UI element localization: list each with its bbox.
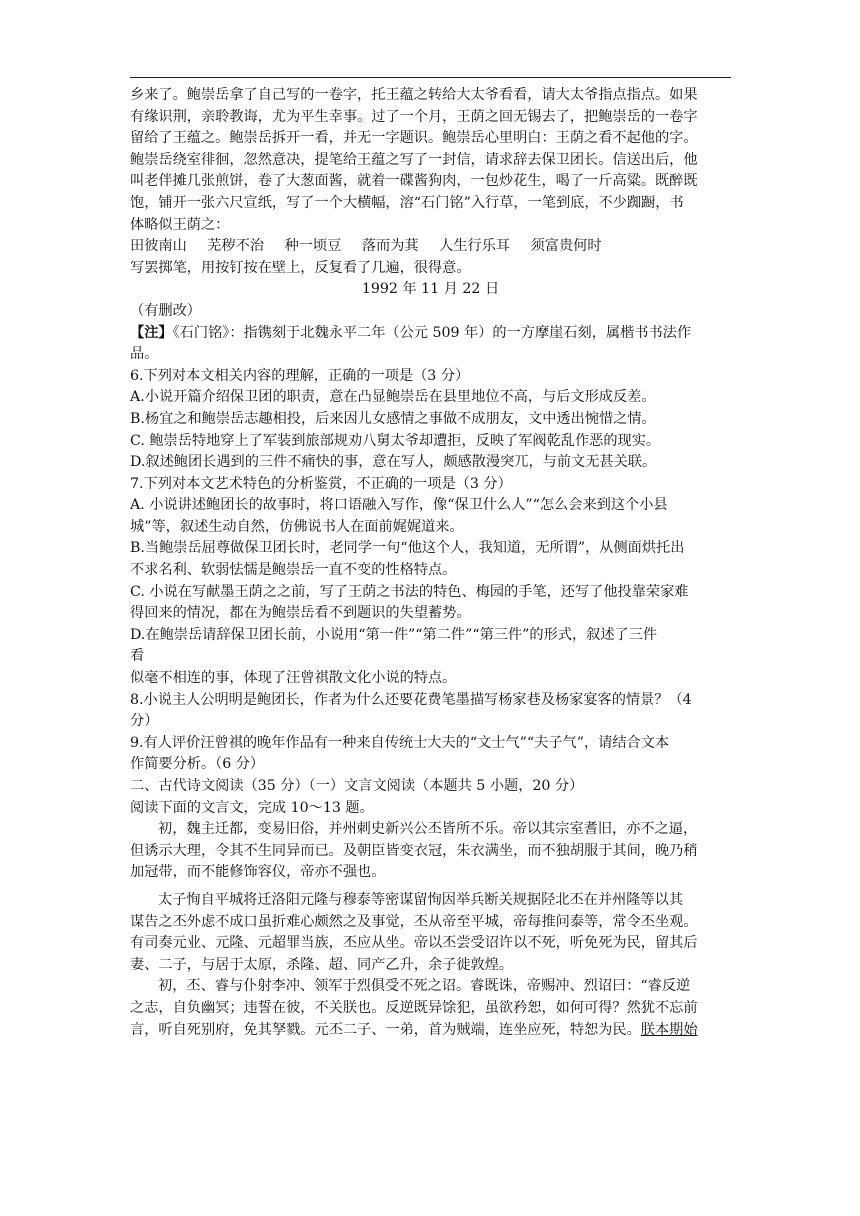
question-stem-cont: 分） [130, 713, 159, 730]
footnote [130, 323, 731, 345]
option-c-cont: 得回来的情况，都在为鲍崇岳看不到题识的失望蓄势。 [130, 605, 471, 622]
option-b-cont: 不求名利、软弱怯懦是鲍崇岳一直不变的性格特点。 [130, 562, 457, 579]
classical-line: 但诱示大理，令其不生同异而已。及朝臣皆变衣冠，朱衣满坐，而不独胡服于其间，晚乃稍 [130, 842, 698, 859]
classical-line: 谋告之丕外虑不成口虽折难心颇然之及事觉，丕从帝至平城，帝每推问泰等，常令丕坐观。 [130, 913, 698, 930]
passage-line: 有缘识荆，亲聆教诲，尤为平生幸事。过了一个月，王荫之回无锡去了，把鲍崇岳的一卷字 [130, 108, 698, 125]
poem-phrase: 田彼南山 [130, 238, 187, 255]
classical-line: 初，丕、睿与仆射李冲、领军于烈俱受不死之诏。睿既诛，帝赐冲、烈诏曰：“睿反逆 [158, 978, 691, 995]
poem-phrase: 芜秽不治 [207, 238, 265, 255]
poem-phrase: 种一顷豆 [284, 238, 342, 255]
option-b: B.杨宜之和鲍崇岳志趣相投，后来因儿女感情之事做不成朋友，文中透出惋惜之情。 [130, 410, 656, 427]
passage-line: 鲍崇岳绕室徘徊，忽然意决，提笔给王蕴之写了一封信，请求辞去保卫团长。信送出后，他 [130, 151, 698, 168]
classical-line: 之志，自负幽冥；违誓在彼，不关朕也。反逆既异馀犯，虽欲矜恕，如何可得？然犹不忘前 [130, 999, 698, 1016]
underlined-text: 朕本期始 [640, 1021, 698, 1038]
poem-line [130, 236, 731, 258]
question-9 [130, 733, 731, 776]
option-a: A.小说开篇介绍保卫团的职责，意在凸显鲍崇岳在县里地位不高，与后文形成反差。 [130, 389, 656, 406]
option-a: A. 小说讲述鲍团长的故事时，将口语融入写作，像“保卫什么人”“怎么会来到这个小县 [130, 497, 668, 514]
classical-line: 有司奏元业、元隆、元超罪当族，丕应从坐。帝以丕尝受诏许以不死，听免死为民，留其后 [130, 935, 698, 952]
footnote-label: 【注】 [130, 324, 173, 341]
section-heading: 二、古代诗文阅读（35 分）（一）文言文阅读（本题共 5 小题，20 分） [130, 778, 584, 794]
classical-text: 言，听自死别府，免其孥戮。元丕二子、一弟，首为贼端，连坐应死，特恕为民。 [130, 1021, 641, 1038]
document-body [130, 85, 731, 1041]
revision-note: （有删改） [130, 302, 201, 319]
story-passage [130, 85, 731, 366]
passage-date: 1992 年 11 月 22 日 [361, 281, 500, 298]
question-stem: 8.小说主人公明明是鲍团长，作者为什么还要花费笔墨描写杨家巷及杨家宴客的情景？（4 [130, 691, 692, 708]
section-instruction: 阅读下面的文言文，完成 10～13 题。 [130, 799, 374, 816]
question-stem: 6.下列对本文相关内容的理解，正确的一项是（3 分） [130, 367, 470, 384]
classical-line: 妻、二子，与居于太原，杀隆、超、同产乙升，余子徙敦煌。 [130, 956, 514, 973]
poem-phrase: 须富贵何时 [530, 238, 602, 255]
passage-line: 留给了王蕴之。鲍崇岳拆开一看，并无一字题识。鲍崇岳心里明白：王荫之看不起他的字。 [130, 130, 698, 147]
question-6 [130, 366, 731, 474]
question-stem: 7.下列对本文艺术特色的分析鉴赏，不正确的一项是（3 分） [130, 475, 512, 492]
question-stem-cont: 作简要分析。（6 分） [130, 756, 265, 773]
passage-line: 叫老伴摊几张煎饼，卷了大葱面酱，就着一碟酱狗肉，一包炒花生，喝了一斤高粱。既醉既 [130, 173, 698, 190]
classical-line: 初，魏主迁都，变易旧俗，并州刺史新兴公丕皆所不乐。帝以其宗室耆旧，亦不之逼， [158, 821, 698, 838]
question-7 [130, 474, 731, 690]
option-d: D.叙述鲍团长遇到的三件不痛快的事，意在写人，颇感散漫突兀，与前文无甚关联。 [130, 454, 657, 471]
classical-line: 加冠带，而不能修饰容仪，帝亦不强也。 [130, 864, 386, 881]
option-d-cont: 看 [130, 648, 145, 665]
poem-phrase: 落而为萁 [361, 238, 419, 255]
classical-section [130, 776, 731, 1041]
passage-line: 乡来了。鲍崇岳拿了自己写的一卷字，托王蕴之转给大太爷看看，请大太爷指点指点。如果 [130, 87, 698, 103]
option-d: D.在鲍崇岳请辞保卫团长前，小说用“第一件”“第二件”“第三件”的形式，叙述了三件 [130, 626, 658, 643]
passage-line: 饱，铺开一张六尺宣纸，写了一个大横幅，溶“石门铭”入行草，一笔到底，不少踟蹰，书 [130, 194, 684, 211]
question-8 [130, 690, 731, 733]
option-a-cont: 城”等，叙述生动自然，仿佛说书人在面前娓娓道来。 [130, 518, 464, 535]
option-c: C. 鲍崇岳特地穿上了军装到旅部规劝八舅太爷却遭拒，反映了军阀乾乱作恶的现实。 [130, 432, 661, 449]
classical-line [130, 1020, 731, 1042]
footnote-continued: 品。 [130, 346, 159, 363]
passage-line: 写罢掷笔，用按钉按在壁上，反复看了几遍，很得意。 [130, 259, 471, 276]
option-d-cont: 似毫不相连的事，体现了汪曾祺散文化小说的特点。 [130, 670, 457, 687]
header-rule [130, 77, 731, 78]
classical-line: 太子恂自平城将迁洛阳元隆与穆泰等密谋留恂因举兵断关规据陉北丕在并州隆等以其 [158, 891, 683, 908]
option-c: C. 小说在写献墨王荫之之前，写了王荫之书法的特色、梅园的手笔，还写了他投靠荣家难 [130, 583, 689, 600]
poem-phrase: 人生行乐耳 [439, 238, 511, 255]
footnote-text: 《石门铭》：指镌刻于北魏永平二年（公元 509 年）的一方摩崖石刻，属楷书书法作 [172, 324, 692, 341]
option-b: B.当鲍崇岳屈尊做保卫团长时，老同学一句“他这个人，我知道，无所谓”，从侧面烘托出 [130, 540, 685, 557]
question-stem: 9.有人评价汪曾祺的晚年作品有一种来自传统士大夫的“文士气”“夫子气”，请结合文本 [130, 734, 670, 751]
passage-line: 体略似王荫之： [130, 216, 230, 233]
